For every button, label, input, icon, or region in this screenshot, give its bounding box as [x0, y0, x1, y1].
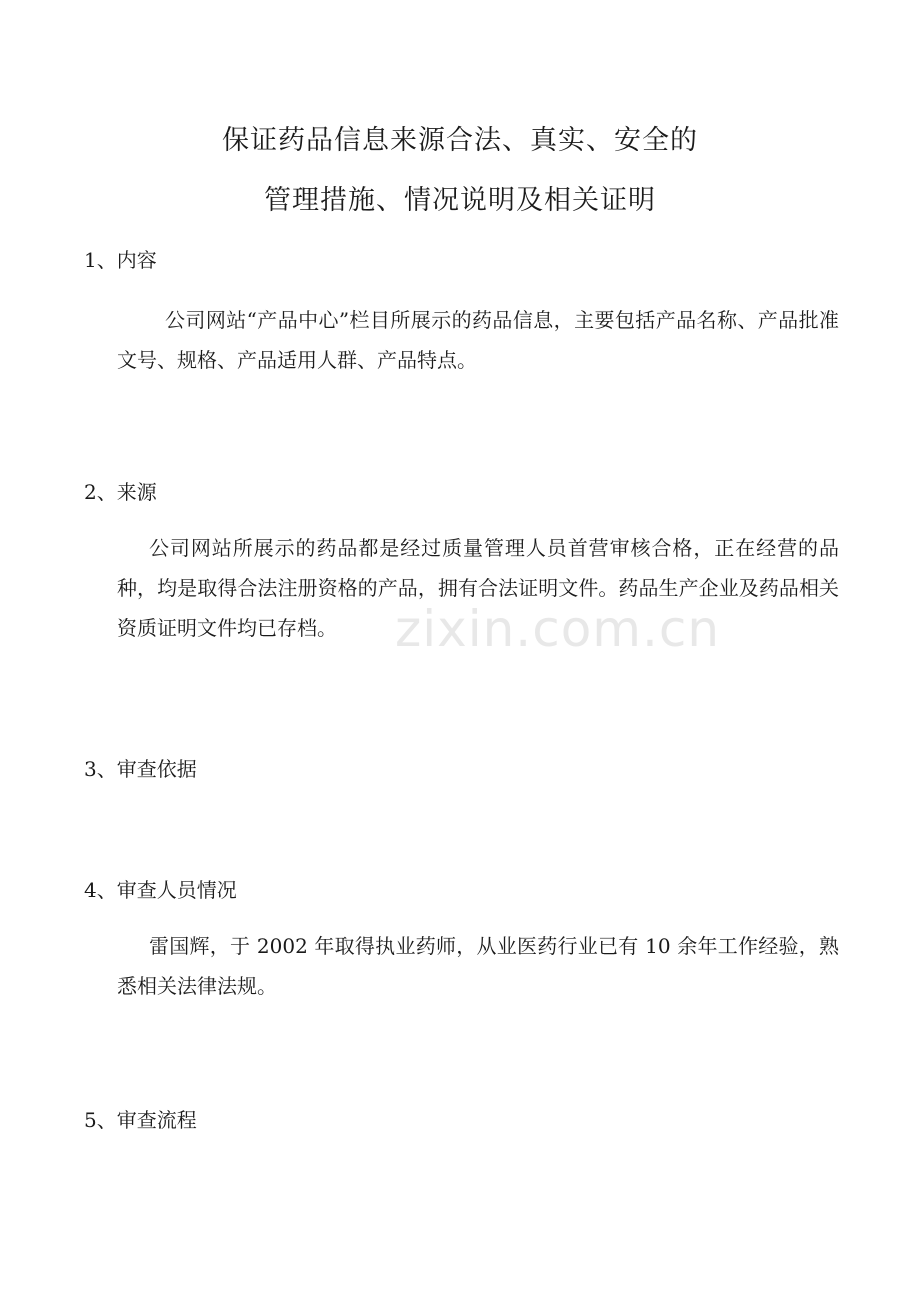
section-heading-reviewer: 4、审查人员情况: [84, 878, 237, 902]
section-paragraph-content: 公司网站“产品中心”栏目所展示的药品信息，主要包括产品名称、产品批准文号、规格、产品适用人群、产品特点。: [117, 308, 839, 372]
watermark: zixin.com.cn: [395, 600, 721, 658]
document-title-line1: 保证药品信息来源合法、真实、安全的: [222, 125, 698, 156]
section-paragraph-source: 公司网站所展示的药品都是经过质量管理人员首营审核合格，正在经营的品种，均是取得合法注册资格的产品，拥有合法证明文件。药品生产企业及药品相关资质证明文件均已存档。: [117, 536, 839, 640]
section-heading-review-basis: 3、审查依据: [84, 757, 197, 781]
section-paragraph-reviewer: 雷国辉，于 2002 年取得执业药师，从业医药行业已有 10 余年工作经验，熟悉相关法律法规。: [117, 934, 839, 998]
document-title-line2: 管理措施、情况说明及相关证明: [264, 185, 656, 216]
section-heading-content: 1、内容: [84, 248, 157, 272]
section-heading-review-process: 5、审查流程: [84, 1108, 197, 1132]
section-heading-source: 2、来源: [84, 480, 157, 504]
